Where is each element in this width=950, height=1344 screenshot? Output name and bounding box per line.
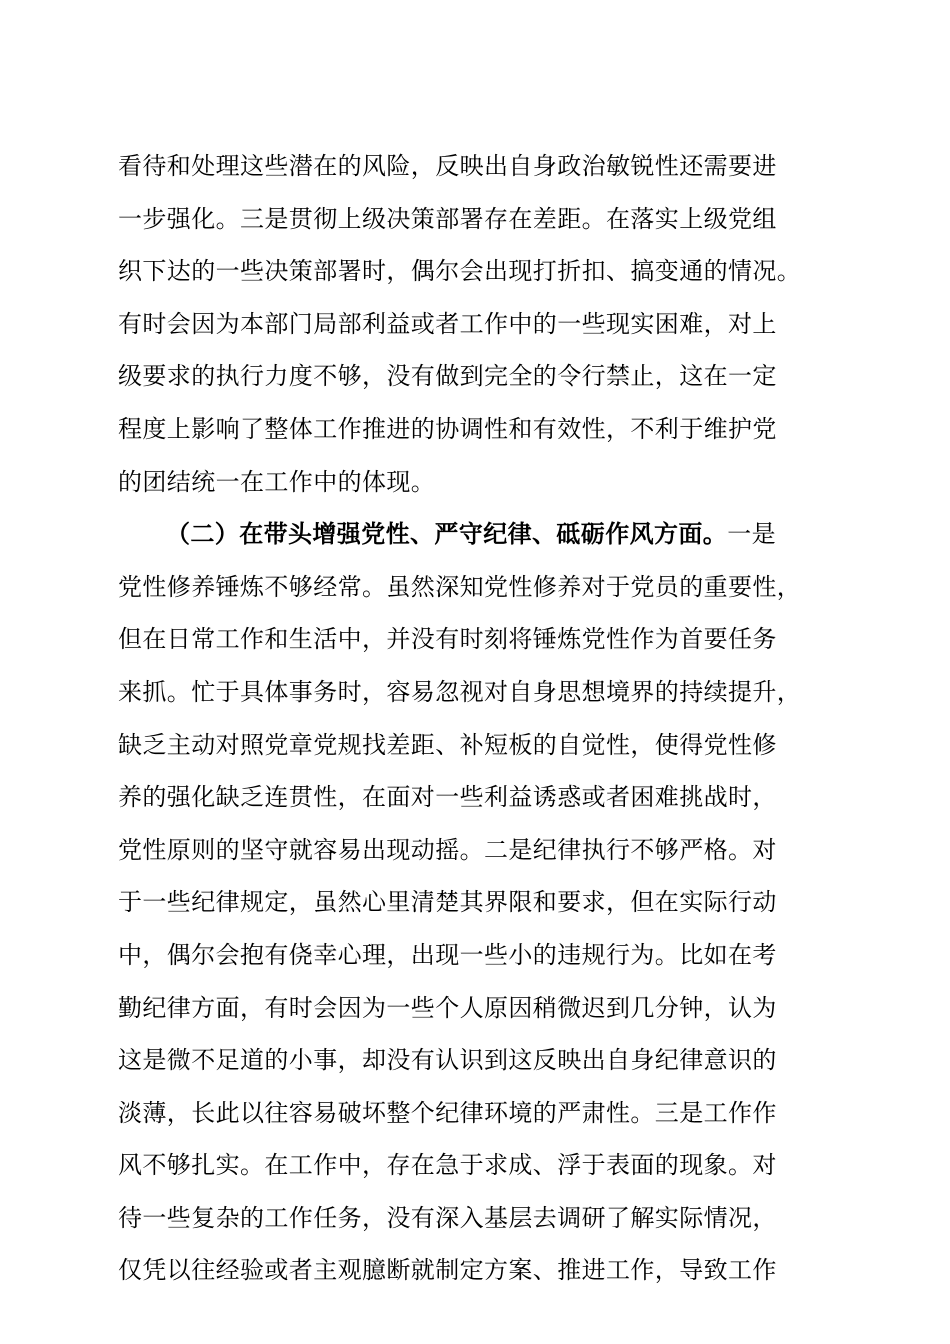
text-line: 养的强化缺乏连贯性，在面对一些利益诱惑或者困难挑战时，: [118, 783, 777, 812]
text-line: 风不够扎实。在工作中，存在急于求成、浮于表面的现象。对: [118, 1151, 777, 1180]
section-heading: （二）在带头增强党性、严守纪律、砥砺作风方面。: [166, 520, 728, 549]
text-line: 勤纪律方面，有时会因为一些个人原因稍微迟到几分钟，认为: [118, 993, 777, 1022]
text-line: 看待和处理这些潜在的风险，反映出自身政治敏锐性还需要进: [118, 152, 777, 180]
text-line: 待一些复杂的工作任务，没有深入基层去调研了解实际情况，: [118, 1203, 777, 1232]
text-line: 于一些纪律规定，虽然心里清楚其界限和要求，但在实际行动: [118, 888, 777, 917]
heading-continuation: 一是: [727, 520, 777, 549]
text-line: 织下达的一些决策部署时，偶尔会出现打折扣、搞变通的情况。: [118, 257, 802, 286]
text-line: 缺乏主动对照党章党规找差距、补短板的自觉性，使得党性修: [118, 730, 777, 759]
text-line: 党性修养锤炼不够经常。虽然深知党性修养对于党员的重要性，: [118, 572, 802, 601]
text-line: 党性原则的坚守就容易出现动摇。二是纪律执行不够严格。对: [118, 835, 777, 864]
text-line: 淡薄，长此以往容易破坏整个纪律环境的严肃性。三是工作作: [118, 1098, 777, 1127]
text-line: 有时会因为本部门局部利益或者工作中的一些现实困难，对上: [118, 309, 777, 338]
text-line: 来抓。忙于具体事务时，容易忽视对自身思想境界的持续提升，: [118, 677, 802, 706]
section-heading-line: [118, 508, 838, 561]
text-line: 级要求的执行力度不够，没有做到完全的令行禁止，这在一定: [118, 362, 777, 391]
text-line: 程度上影响了整体工作推进的协调性和有效性，不利于维护党: [118, 414, 777, 443]
document-body: [118, 140, 838, 1297]
text-line: 但在日常工作和生活中，并没有时刻将锤炼党性作为首要任务: [118, 625, 777, 654]
text-line: 中，偶尔会抱有侥幸心理，出现一些小的违规行为。比如在考: [118, 940, 777, 969]
text-line: 这是微不足道的小事，却没有认识到这反映出自身纪律意识的: [118, 1046, 777, 1075]
text-line: 仅凭以往经验或者主观臆断就制定方案、推进工作，导致工作: [118, 1256, 777, 1285]
text-line: 一步强化。三是贯彻上级决策部署存在差距。在落实上级党组: [118, 204, 777, 233]
text-line: 的团结统一在工作中的体现。: [118, 467, 436, 496]
